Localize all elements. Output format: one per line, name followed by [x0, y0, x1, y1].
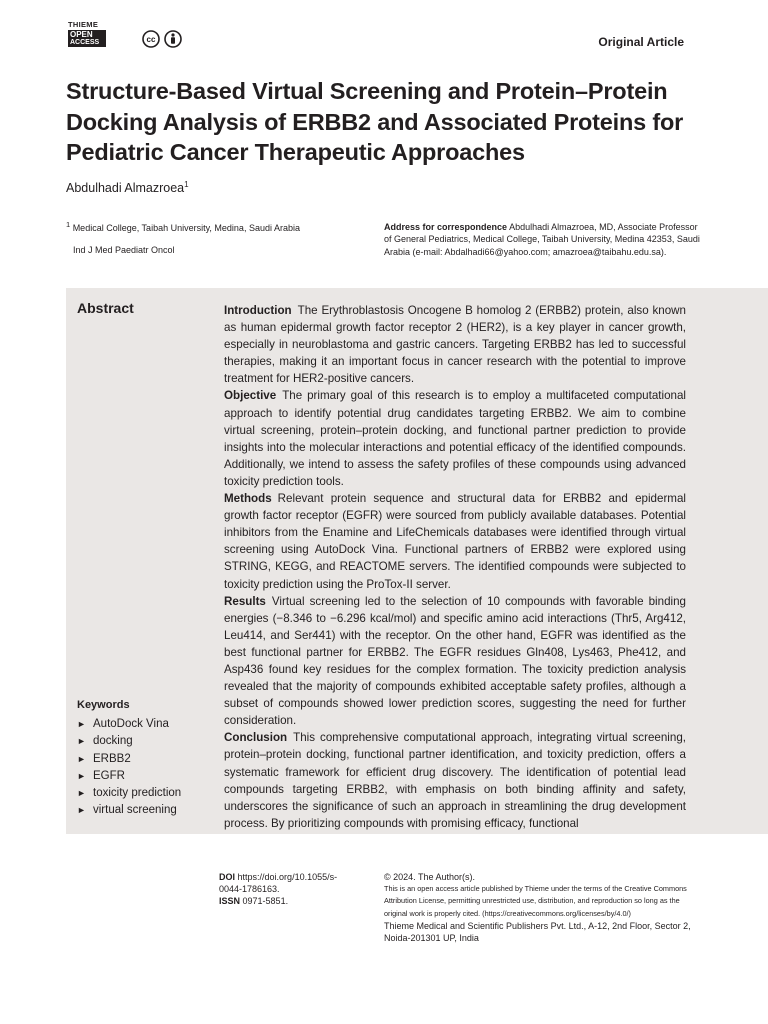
issn-label: ISSN: [219, 896, 241, 906]
svg-text:cc: cc: [146, 35, 156, 45]
abstract-body: [224, 302, 686, 832]
abstract-section-objective: [224, 387, 686, 490]
keywords-list: [77, 716, 181, 820]
creative-commons-by-icon: [142, 30, 186, 50]
keyword-item: [77, 751, 181, 768]
section-label-objective: Objective: [224, 389, 277, 403]
section-label-conclusion: Conclusion: [224, 731, 288, 745]
correspondence-text: Abdulhadi Almazroea, MD, Associate Professor of General Pediatrics, Medical College, Taibah University, Medina 42353, Saudi Arabia (e-mail: Abdalhadi66@yahoo.com; amazroea@taibahu.edu.sa).: [384, 222, 700, 257]
doi-link[interactable]: https://doi.org/10.1055/s-0044-1786163.: [219, 872, 338, 894]
correspondence-block: [384, 221, 704, 258]
license-text: This is an open access article published by Thieme under the terms of the Creative Commons Attribution License, permitting unrestricted use, distribution, and reproduction so long as the original work is properly cited. (https://creativecommons.org/licenses/by/4.0/): [384, 884, 687, 918]
arrow-bullet-icon: ►: [77, 753, 86, 764]
doi-line: [219, 871, 359, 895]
arrow-bullet-icon: ►: [77, 770, 86, 781]
keyword-item: [77, 716, 181, 733]
affiliation-text: Medical College, Taibah University, Medina, Saudi Arabia: [72, 223, 300, 233]
keyword-text: ERBB2: [93, 752, 131, 765]
affiliation-marker: 1: [66, 220, 71, 229]
logo-text-open: OPEN: [68, 30, 106, 39]
copyright-line: © 2024. The Author(s).: [384, 872, 476, 882]
section-label: Original Article: [598, 35, 684, 49]
journal-name: Ind J Med Paediatr Oncol: [73, 245, 175, 255]
abstract-section-methods: [224, 490, 686, 593]
keyword-text: AutoDock Vina: [93, 718, 169, 730]
section-text: Relevant protein sequence and structural data for ERBB2 and epidermal growth factor receptor (EGFR) were sourced from publicly available databases. Potential inhibitors from the Enamine and LifeChemicals databases were identified through virtual screening using AutoDock Vina. Functional partners of ERBB2 were explored using STRING, KEGG, and REACTOME servers. The identified compounds were subjected to toxicity prediction using the ProTox-II server.: [224, 492, 686, 591]
affiliation: [66, 220, 300, 233]
arrow-bullet-icon: ►: [77, 719, 86, 729]
section-label-methods: Methods: [224, 492, 272, 506]
author-affiliation-marker: 1: [184, 180, 189, 189]
keyword-item: [77, 768, 181, 785]
keyword-item: [77, 802, 181, 819]
issn-value: 0971-5851.: [242, 896, 289, 906]
publisher-address: Thieme Medical and Scientific Publishers Pvt. Ltd., A-12, 2nd Floor, Sector 2, Noida-201301 UP, India: [384, 920, 691, 943]
section-text: Virtual screening led to the selection of 10 compounds with favorable binding energies (−8.346 to −6.296 kcal/mol) and specific amino acid interactions (Thr5, Arg412, Leu414, and Ser441) with the receptor. On the other hand, EGFR was identified as the best functional partner for ERBB2. The EGFR residues Gln408, Lys463, Phe412, and Asp436 found key residues for the complex formation. The toxicity prediction analysis revealed that the majority of compounds exhibited acceptable safety profiles, although a subset of compounds showed lower prediction scores, suggesting the need for further consideration.: [224, 594, 686, 728]
section-text: The Erythroblastosis Oncogene B homolog 2 (ERBB2) protein, also known as human epidermal growth factor receptor 2 (HER2), is a key player in cancer growth, especially in neuroblastoma and gastric cancers. Targeting ERBB2 has led to successful therapies, making it an important focus in cancer research with the potential to improve treatment for HER2-positive cancers.: [224, 304, 686, 386]
arrow-bullet-icon: ►: [77, 736, 86, 747]
keyword-text: virtual screening: [93, 804, 177, 817]
logo-text-thieme: THIEME: [68, 20, 99, 29]
keyword-text: toxicity prediction: [93, 787, 182, 800]
section-text: The primary goal of this research is to employ a multifaceted computational approach to identify potential drug candidates targeting ERBB2. We aim to combine virtual screening, protein–protein docking, and functional partner prediction to provide insights into the molecular interactions and potential efficacy of the identified compounds. Additionally, we intend to assess the safety profiles of these compounds using advanced toxicity prediction tools.: [224, 389, 686, 488]
abstract-heading: Abstract: [77, 300, 134, 316]
license-block: [384, 871, 704, 944]
doi-block: [219, 871, 359, 907]
abstract-section-introduction: [224, 302, 686, 387]
arrow-bullet-icon: ►: [77, 788, 86, 799]
abstract-section-conclusion: [224, 729, 686, 832]
thieme-open-access-logo: [68, 20, 110, 54]
abstract-section-results: [224, 593, 686, 730]
section-label-introduction: Introduction: [224, 304, 292, 317]
author-name: Abdulhadi Almazroea: [66, 181, 185, 196]
keywords-heading: Keywords: [77, 699, 130, 711]
article-title: Structure-Based Virtual Screening and Protein–Protein Docking Analysis of ERBB2 and Associated Proteins for Pediatric Cancer Therapeutic Approaches: [66, 78, 684, 165]
keyword-text: docking: [93, 735, 133, 748]
arrow-bullet-icon: ►: [77, 805, 86, 816]
section-label-results: Results: [224, 594, 266, 608]
issn-line: [219, 895, 359, 907]
keyword-text: EGFR: [93, 769, 125, 782]
correspondence-label: Address for correspondence: [384, 222, 508, 232]
author-line: [66, 180, 189, 195]
keyword-item: [77, 733, 181, 750]
section-text: This comprehensive computational approach, integrating virtual screening, protein–protein docking, functional partner identification, and toxicity prediction, offers a systematic framework for efficient drug discovery. The identification of potential lead compounds targeting ERBB2, with emphasis on both binding affinity and safety, underscores the significance of such an approach in streamlining the drug development process. By prioritizing compounds with promising efficacy, functional: [224, 731, 686, 830]
logo-text-access: ACCESS: [68, 39, 106, 47]
doi-label: DOI: [219, 872, 236, 882]
keyword-item: [77, 785, 181, 802]
